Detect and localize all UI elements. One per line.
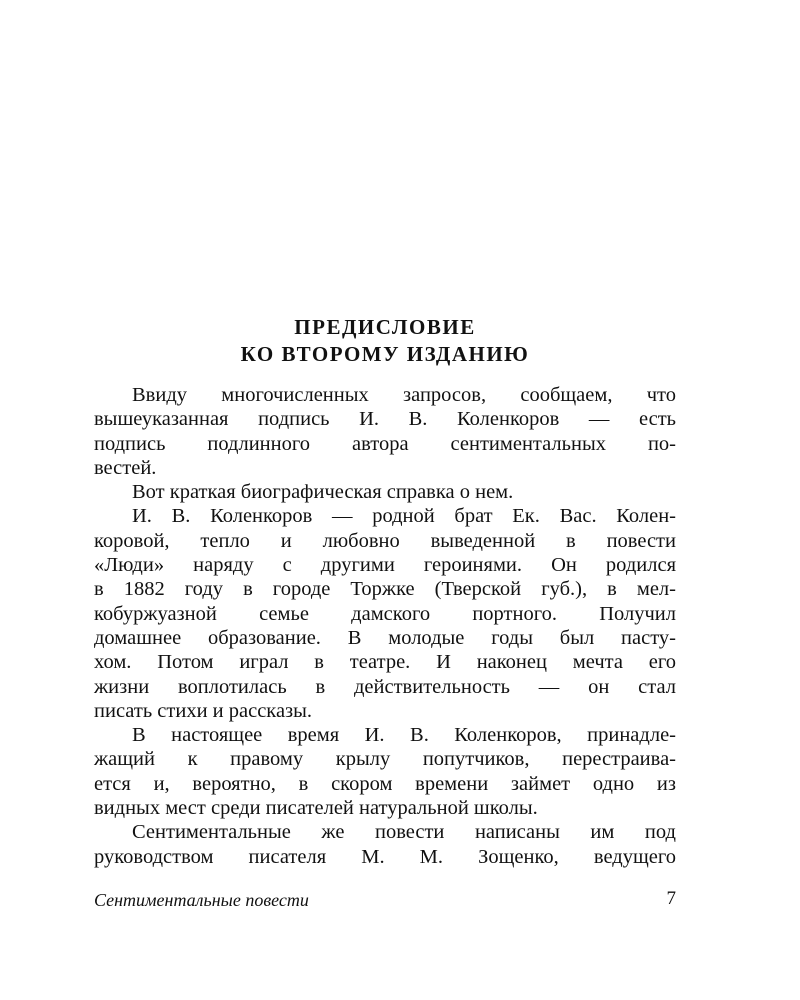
text-line: В настоящее время И. В. Коленкоров, принадле- bbox=[132, 724, 676, 747]
chapter-subtitle: КО ВТОРОМУ ИЗДАНИЮ bbox=[240, 342, 530, 366]
text-line: писать стихи и рассказы. bbox=[94, 699, 313, 722]
text-line: Ввиду многочисленных запросов, сообщаем, что bbox=[132, 384, 676, 406]
preface-text bbox=[94, 383, 676, 869]
page-number: 7 bbox=[666, 888, 676, 909]
text-line: видных мест среди писателей натуральной школы. bbox=[94, 797, 538, 820]
text-line: в 1882 году в городе Торжке (Тверской губ.), в мел- bbox=[94, 578, 676, 601]
text-line: И. В. Коленкоров — родной брат Ек. Вас. Колен- bbox=[132, 505, 676, 528]
text-line: кобуржуазной семье дамского портного. Получил bbox=[94, 602, 676, 625]
text-line: жащий к правому крылу попутчиков, перестраива- bbox=[94, 748, 676, 771]
chapter-title: ПРЕДИСЛОВИЕ bbox=[294, 315, 476, 339]
text-line: руководством писателя М. М. Зощенко, ведущего bbox=[94, 845, 676, 868]
text-line: домашнее образование. В молодые годы был пасту- bbox=[94, 626, 676, 649]
text-line: коровой, тепло и любовно выведенной в повести bbox=[94, 529, 676, 552]
text-line: вышеуказанная подпись И. В. Коленкоров — есть bbox=[94, 408, 676, 431]
text-line: жизни воплотилась в действительность — он стал bbox=[94, 675, 676, 698]
text-line: вестей. bbox=[94, 456, 157, 479]
text-line: подпись подлинного автора сентиментальных по- bbox=[94, 432, 676, 455]
text-line: ется и, вероятно, в скором времени займет одно из bbox=[94, 772, 676, 795]
text-line: «Люди» наряду с другими героинями. Он родился bbox=[94, 554, 676, 577]
text-line: хом. Потом играл в театре. И наконец мечта его bbox=[94, 651, 676, 674]
running-footer-title: Сентиментальные повести bbox=[94, 890, 309, 910]
text-line: Вот краткая биографическая справка о нем. bbox=[132, 481, 514, 504]
text-line: Сентиментальные же повести написаны им под bbox=[132, 821, 676, 844]
